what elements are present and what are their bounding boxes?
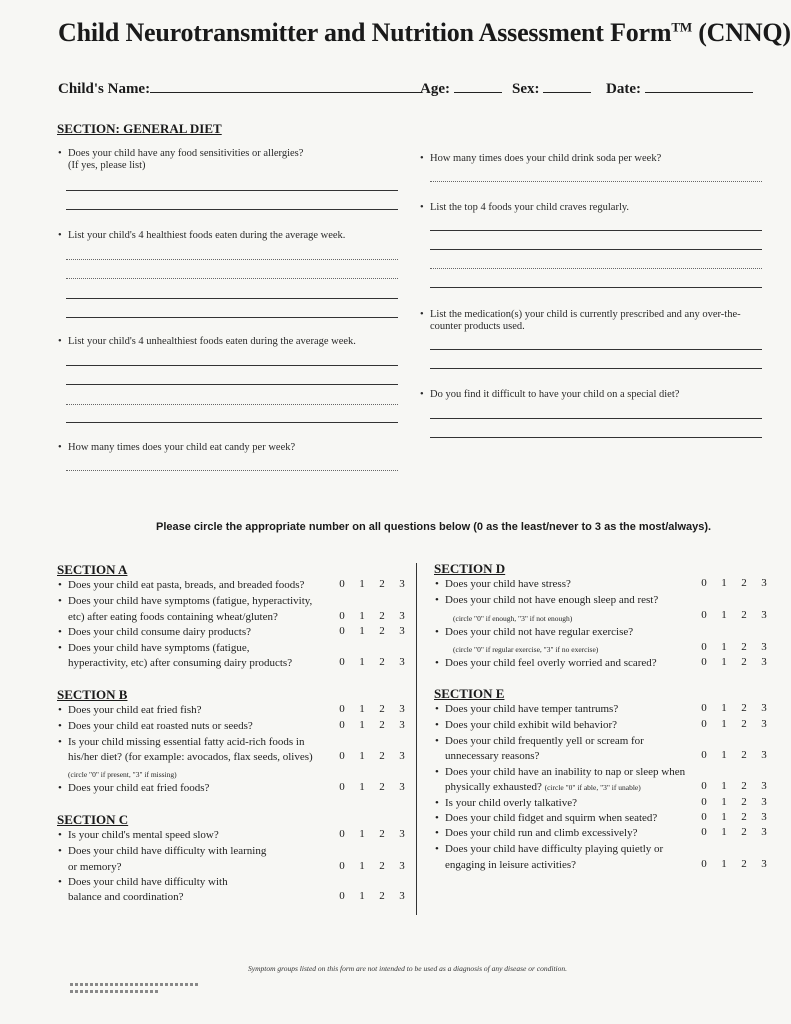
rating-option-2[interactable]: 2 [741, 656, 747, 668]
rating-option-1[interactable]: 1 [359, 703, 365, 715]
rating-option-3[interactable]: 3 [399, 610, 405, 622]
general-question: • List your child's 4 unhealthiest foods eaten during the average week. [58, 336, 356, 347]
rating-option-2[interactable]: 2 [379, 860, 385, 872]
question-line: • Does your child not have regular exercise? [435, 626, 634, 638]
question-line: • Does your child eat fried foods? [58, 782, 210, 794]
rating-option-1[interactable]: 1 [721, 858, 727, 870]
answer-line[interactable] [66, 278, 398, 279]
rating-option-2[interactable]: 2 [379, 610, 385, 622]
title-text: Child Neurotransmitter and Nutrition Assessment Form [58, 18, 672, 47]
rating-scale [694, 641, 774, 653]
question-text: Is your child's mental speed slow? [68, 829, 219, 841]
date-field[interactable] [606, 80, 753, 98]
rating-option-2[interactable]: 2 [379, 890, 385, 902]
answer-line[interactable] [430, 437, 762, 438]
rating-option-3[interactable]: 3 [399, 750, 405, 762]
rating-option-3[interactable]: 3 [399, 828, 405, 840]
question-text: List the medication(s) your child is currently prescribed and any over-the- [430, 309, 741, 320]
question-note: (circle "0" if regular exercise, "3" if no exercise) [453, 645, 599, 654]
rating-scale [694, 780, 774, 792]
rating-option-0[interactable]: 0 [701, 826, 707, 838]
rating-option-3[interactable]: 3 [761, 780, 767, 792]
rating-scale [332, 828, 412, 840]
question-text: Does your child have any food sensitivities or allergies? [68, 148, 304, 159]
question-line: • Is your child missing essential fatty acid-rich foods in [58, 736, 305, 748]
rating-scale [694, 858, 774, 870]
rating-option-1[interactable]: 1 [359, 610, 365, 622]
rating-option-3[interactable]: 3 [761, 656, 767, 668]
question-line: • Does your child have difficulty with learning [58, 845, 267, 857]
rating-option-1[interactable]: 1 [721, 718, 727, 730]
question-line: • Is your child overly talkative? [435, 797, 577, 809]
sex-field[interactable] [512, 80, 591, 98]
rating-option-2[interactable]: 2 [741, 577, 747, 589]
rating-scale [694, 702, 774, 714]
rating-option-2[interactable]: 2 [741, 858, 747, 870]
question-line: • Does your child have symptoms (fatigue, [58, 642, 250, 654]
answer-line[interactable] [66, 317, 398, 318]
answer-line[interactable] [66, 404, 398, 405]
question-text: Does your child feel overly worried and scared? [445, 657, 657, 669]
rating-option-0[interactable]: 0 [701, 796, 707, 808]
answer-line[interactable] [430, 349, 762, 350]
question-text: Does your child fidget and squirm when seated? [445, 812, 658, 824]
rating-option-1[interactable]: 1 [359, 578, 365, 590]
age-blank[interactable] [454, 80, 502, 93]
rating-option-0[interactable]: 0 [701, 858, 707, 870]
rating-option-3[interactable]: 3 [399, 703, 405, 715]
rating-option-3[interactable]: 3 [399, 656, 405, 668]
rating-option-3[interactable]: 3 [761, 718, 767, 730]
title-suffix: (CNNQ) [698, 18, 791, 47]
rating-scale [332, 750, 412, 762]
rating-option-0[interactable]: 0 [701, 780, 707, 792]
answer-line[interactable] [430, 287, 762, 288]
date-blank[interactable] [645, 80, 753, 93]
question-text: Does your child have difficulty with [68, 876, 228, 888]
question-line [435, 780, 641, 795]
question-line: • Does your child not have enough sleep and rest? [435, 594, 659, 606]
rating-option-3[interactable]: 3 [399, 781, 405, 793]
age-label: Age: [420, 81, 450, 97]
question-line [435, 749, 539, 764]
answer-line[interactable] [430, 249, 762, 250]
answer-line[interactable] [66, 190, 398, 191]
answer-line[interactable] [66, 209, 398, 210]
question-line: • Does your child consume dairy products? [58, 626, 251, 638]
rating-scale [332, 719, 412, 731]
rating-option-2[interactable]: 2 [379, 781, 385, 793]
question-line: • Does your child have symptoms (fatigue, hyperactivity, [58, 595, 313, 607]
sex-blank[interactable] [543, 80, 591, 93]
question-note: (circle "0" if enough, "3" if not enough) [453, 614, 573, 623]
rating-scale [332, 578, 412, 590]
question-line: • Does your child eat pasta, breads, and breaded foods? [58, 579, 305, 591]
rating-option-0[interactable]: 0 [339, 860, 345, 872]
question-text: balance and coordination? [68, 891, 184, 903]
question-text: Does your child consume dairy products? [68, 626, 251, 638]
rating-option-3[interactable]: 3 [761, 577, 767, 589]
rating-scale [694, 796, 774, 808]
rating-option-1[interactable]: 1 [721, 609, 727, 621]
question-text: etc) after eating foods containing wheat/gluten? [68, 611, 278, 623]
rating-option-2[interactable]: 2 [741, 702, 747, 714]
rating-option-0[interactable]: 0 [339, 828, 345, 840]
rating-option-1[interactable]: 1 [359, 750, 365, 762]
childs-name-field[interactable] [58, 80, 422, 98]
answer-line[interactable] [66, 298, 398, 299]
rating-option-0[interactable]: 0 [701, 656, 707, 668]
rating-option-0[interactable]: 0 [339, 703, 345, 715]
rating-option-1[interactable]: 1 [359, 625, 365, 637]
section-e-heading: SECTION E [434, 686, 505, 701]
question-text: Does your child have symptoms (fatigue, [68, 642, 250, 654]
general-question: • How many times does your child eat candy per week? [58, 442, 296, 453]
question-text: Does your child exhibit wild behavior? [445, 719, 617, 731]
rating-option-2[interactable]: 2 [379, 703, 385, 715]
rating-option-0[interactable]: 0 [701, 749, 707, 761]
question-line: • Does your child exhibit wild behavior? [435, 719, 617, 731]
question-text: physically exhausted? [445, 781, 542, 793]
answer-line[interactable] [66, 422, 398, 423]
rating-option-1[interactable]: 1 [721, 577, 727, 589]
question-line: • Does your child frequently yell or scream for [435, 735, 644, 747]
question-line: • Does your child have difficulty playing quietly or [435, 843, 664, 855]
question-text: Does your child eat fried fish? [68, 704, 202, 716]
general-question: • Do you find it difficult to have your child on a special diet? [420, 389, 680, 400]
rating-scale [694, 811, 774, 823]
rating-scale [694, 656, 774, 668]
rating-option-0[interactable]: 0 [701, 702, 707, 714]
question-text: Does your child have difficulty with learning [68, 845, 267, 857]
rating-option-3[interactable]: 3 [399, 578, 405, 590]
question-text: List the top 4 foods your child craves regularly. [430, 202, 630, 213]
answer-line[interactable] [430, 230, 762, 231]
rating-scale [332, 625, 412, 637]
rating-option-1[interactable]: 1 [359, 890, 365, 902]
answer-line[interactable] [66, 470, 398, 471]
rating-option-3[interactable]: 3 [399, 719, 405, 731]
question-text: Does your child have symptoms (fatigue, hyperactivity, [68, 595, 313, 607]
sex-label: Sex: [512, 81, 540, 97]
age-field[interactable] [420, 80, 502, 98]
rating-scale [694, 749, 774, 761]
rating-scale [332, 656, 412, 668]
rating-option-0[interactable]: 0 [339, 719, 345, 731]
rating-option-2[interactable]: 2 [379, 656, 385, 668]
rating-option-1[interactable]: 1 [721, 702, 727, 714]
question-line [58, 610, 278, 625]
question-line [58, 750, 313, 765]
rating-option-2[interactable]: 2 [741, 811, 747, 823]
rating-option-1[interactable]: 1 [721, 641, 727, 653]
rating-scale [332, 610, 412, 622]
form-title [58, 18, 791, 48]
rating-option-0[interactable]: 0 [339, 781, 345, 793]
rating-option-3[interactable]: 3 [761, 702, 767, 714]
rating-option-2[interactable]: 2 [741, 641, 747, 653]
question-text: Does your child have stress? [445, 578, 571, 590]
rating-option-0[interactable]: 0 [701, 641, 707, 653]
rating-option-3[interactable]: 3 [399, 625, 405, 637]
rating-option-0[interactable]: 0 [701, 811, 707, 823]
rating-option-1[interactable]: 1 [359, 781, 365, 793]
question-line: • Does your child have temper tantrums? [435, 703, 619, 715]
rating-option-2[interactable]: 2 [741, 780, 747, 792]
question-text: Does your child have an inability to nap or sleep when [445, 766, 686, 778]
question-line: • Does your child run and climb excessively? [435, 827, 638, 839]
question-text: Does your child have temper tantrums? [445, 703, 619, 715]
answer-line[interactable] [430, 181, 762, 182]
question-subtext: (If yes, please list) [68, 160, 146, 171]
disclaimer-text: Symptom groups listed on this form are not intended to be used as a diagnosis of any disease or condition. [248, 964, 568, 973]
rating-option-1[interactable]: 1 [721, 656, 727, 668]
question-line [58, 860, 121, 875]
rating-scale [332, 890, 412, 902]
general-question: • List your child's 4 healthiest foods eaten during the average week. [58, 230, 346, 241]
rating-option-3[interactable]: 3 [761, 858, 767, 870]
rating-option-1[interactable]: 1 [721, 826, 727, 838]
rating-option-2[interactable]: 2 [741, 796, 747, 808]
rating-option-0[interactable]: 0 [701, 577, 707, 589]
question-text: Does your child eat roasted nuts or seeds? [68, 720, 253, 732]
section-d-heading: SECTION D [434, 561, 506, 576]
question-line: • Does your child feel overly worried and scared? [435, 657, 657, 669]
question-line [58, 890, 183, 905]
rating-option-1[interactable]: 1 [721, 749, 727, 761]
rating-option-1[interactable]: 1 [721, 796, 727, 808]
answer-line[interactable] [430, 368, 762, 369]
rating-scale [694, 718, 774, 730]
question-line: • Does your child eat fried fish? [58, 704, 202, 716]
copyright-line [70, 983, 200, 986]
question-text: unnecessary reasons? [445, 750, 540, 762]
rating-option-3[interactable]: 3 [399, 890, 405, 902]
rating-option-0[interactable]: 0 [339, 750, 345, 762]
question-line: • Does your child fidget and squirm when seated? [435, 812, 658, 824]
answer-line[interactable] [66, 384, 398, 385]
date-label: Date: [606, 81, 641, 97]
rating-option-1[interactable]: 1 [359, 719, 365, 731]
rating-option-2[interactable]: 2 [741, 609, 747, 621]
rating-option-2[interactable]: 2 [379, 828, 385, 840]
question-text: How many times does your child drink soda per week? [430, 153, 662, 164]
rating-option-2[interactable]: 2 [741, 826, 747, 838]
rating-option-1[interactable]: 1 [359, 656, 365, 668]
section-b-heading: SECTION B [57, 687, 128, 702]
question-note: (circle "0" if present, "3" if missing) [68, 770, 177, 779]
question-text: Is your child overly talkative? [445, 797, 577, 809]
rating-option-3[interactable]: 3 [761, 811, 767, 823]
question-text: Do you find it difficult to have your child on a special diet? [430, 389, 680, 400]
column-divider [416, 563, 417, 915]
rating-option-2[interactable]: 2 [379, 719, 385, 731]
question-line [435, 858, 576, 873]
answer-line[interactable] [430, 268, 762, 269]
rating-option-0[interactable]: 0 [339, 578, 345, 590]
question-text: Does your child not have enough sleep and rest? [445, 594, 659, 606]
answer-line[interactable] [66, 259, 398, 260]
general-question: • Does your child have any food sensitivities or allergies? (If yes, please list) [58, 148, 304, 171]
rating-option-2[interactable]: 2 [741, 749, 747, 761]
rating-option-0[interactable]: 0 [701, 609, 707, 621]
question-line: • Does your child eat roasted nuts or seeds? [58, 720, 253, 732]
rating-option-1[interactable]: 1 [359, 828, 365, 840]
rating-option-0[interactable]: 0 [339, 610, 345, 622]
general-diet-heading: SECTION: GENERAL DIET [57, 121, 222, 136]
question-text: List your child's 4 healthiest foods eaten during the average week. [68, 230, 346, 241]
rating-scale [332, 860, 412, 872]
rating-option-1[interactable]: 1 [359, 860, 365, 872]
question-text: Does your child not have regular exercise? [445, 626, 634, 638]
question-line: • Is your child's mental speed slow? [58, 829, 219, 841]
question-text: Does your child frequently yell or scream for [445, 735, 644, 747]
question-text: Does your child run and climb excessively? [445, 827, 638, 839]
rating-option-3[interactable]: 3 [761, 826, 767, 838]
rating-scale [694, 826, 774, 838]
question-text: How many times does your child eat candy per week? [68, 442, 296, 453]
rating-option-3[interactable]: 3 [761, 641, 767, 653]
rating-scale [694, 577, 774, 589]
rating-option-2[interactable]: 2 [379, 625, 385, 637]
general-question: • How many times does your child drink soda per week? [420, 153, 662, 164]
rating-option-0[interactable]: 0 [701, 718, 707, 730]
question-text: hyperactivity, etc) after consuming dairy products? [68, 657, 293, 669]
rating-option-2[interactable]: 2 [379, 578, 385, 590]
trademark-mark: TM [671, 19, 692, 35]
question-text: engaging in leisure activities? [445, 859, 577, 871]
rating-option-1[interactable]: 1 [721, 780, 727, 792]
question-note: (circle "0" if able, "3" if unable) [544, 783, 641, 792]
childs-name-blank[interactable] [150, 80, 422, 93]
answer-line[interactable] [66, 365, 398, 366]
rating-scale [694, 609, 774, 621]
question-line: • Does your child have stress? [435, 578, 571, 590]
rating-option-2[interactable]: 2 [379, 750, 385, 762]
question-text: Does your child eat fried foods? [68, 782, 210, 794]
question-text: List your child's 4 unhealthiest foods eaten during the average week. [68, 336, 356, 347]
rating-option-3[interactable]: 3 [399, 860, 405, 872]
rating-scale [332, 703, 412, 715]
question-subtext: counter products used. [430, 321, 525, 332]
rating-option-2[interactable]: 2 [741, 718, 747, 730]
general-question: • List the medication(s) your child is currently prescribed and any over-the- counter products used. [420, 309, 741, 332]
section-c-heading: SECTION C [57, 812, 129, 827]
rating-instructions: Please circle the appropriate number on all questions below (0 as the least/never to 3 as the most/always). [156, 521, 712, 533]
rating-option-0[interactable]: 0 [339, 656, 345, 668]
answer-line[interactable] [430, 418, 762, 419]
rating-option-0[interactable]: 0 [339, 625, 345, 637]
question-line: • Does your child have an inability to nap or sleep when [435, 766, 686, 778]
question-text: his/her diet? (for example: avocados, flax seeds, olives) [68, 751, 313, 763]
rating-option-3[interactable]: 3 [761, 749, 767, 761]
section-a-heading: SECTION A [57, 562, 128, 577]
question-text: Does your child eat pasta, breads, and breaded foods? [68, 579, 305, 591]
rating-option-1[interactable]: 1 [721, 811, 727, 823]
rating-scale [332, 781, 412, 793]
question-line [58, 656, 292, 671]
form-code-line [70, 990, 160, 993]
question-line: • Does your child have difficulty with [58, 876, 228, 888]
rating-option-3[interactable]: 3 [761, 609, 767, 621]
rating-option-3[interactable]: 3 [761, 796, 767, 808]
question-text: Does your child have difficulty playing quietly or [445, 843, 664, 855]
question-text: Is your child missing essential fatty acid-rich foods in [68, 736, 305, 748]
general-question: • List the top 4 foods your child craves regularly. [420, 202, 630, 213]
rating-option-0[interactable]: 0 [339, 890, 345, 902]
childs-name-label: Child's Name: [58, 81, 151, 97]
question-text: or memory? [68, 861, 122, 873]
